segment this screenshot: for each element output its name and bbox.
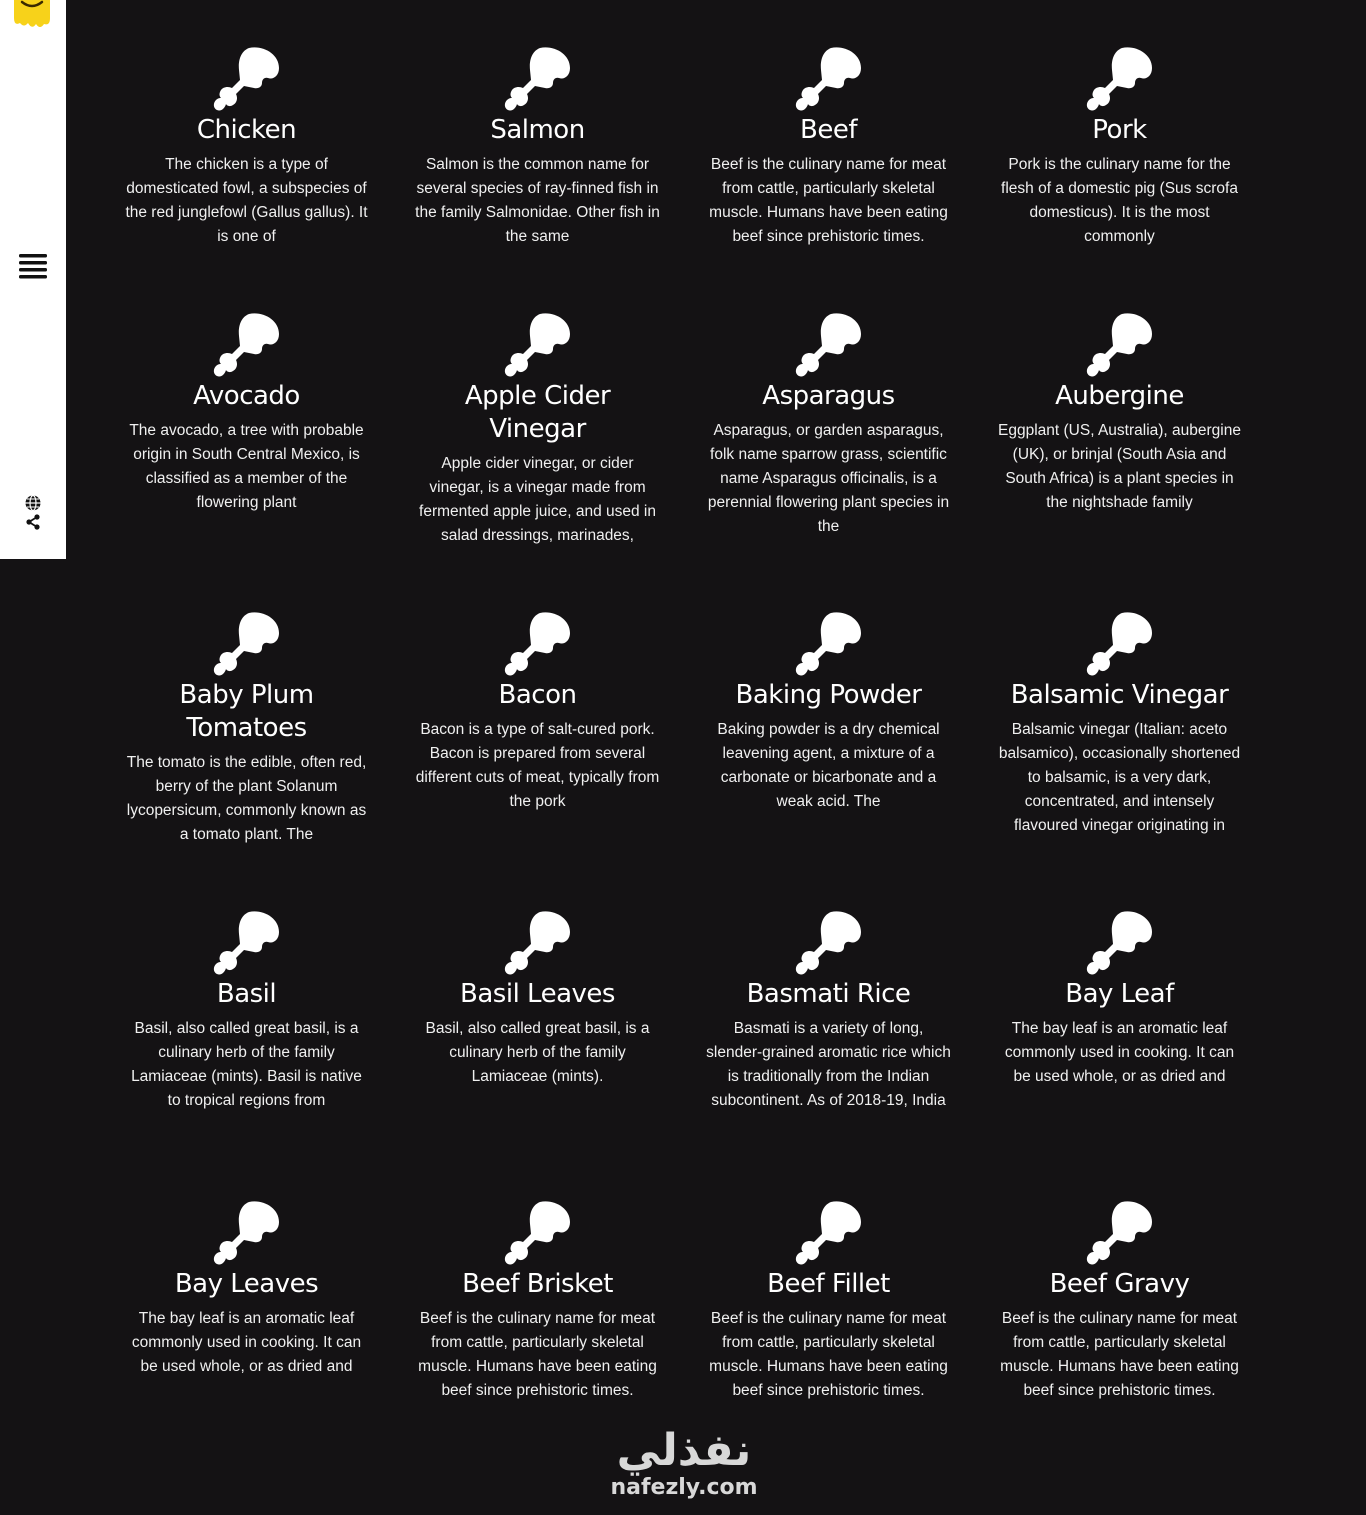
ingredient-description: Apple cider vinegar, or cider vinegar, is a vinegar made from fermented apple juice, and used in salad dressings, marinades, <box>419 455 656 544</box>
drumstick-icon <box>1086 312 1154 380</box>
ingredient-description: Beef is the culinary name for meat from cattle, particularly skeletal muscle. Humans have been eating beef since prehistoric times. <box>709 1310 948 1399</box>
ingredient-card[interactable] <box>101 1200 392 1379</box>
drumstick-icon <box>1086 910 1154 978</box>
nafezly-url: nafezly.com <box>610 1475 758 1500</box>
globe-icon[interactable] <box>23 494 43 512</box>
ingredient-description: Beef is the culinary name for meat from cattle, particularly skeletal muscle. Humans have been eating beef since prehistoric times. <box>418 1310 657 1399</box>
ingredient-description: Pork is the culinary name for the flesh of a domestic pig (Sus scrofa domesticus). It is the most commonly <box>1001 156 1238 245</box>
ingredient-title: Salmon <box>490 115 585 145</box>
drumstick-icon <box>504 312 572 380</box>
share-icon[interactable] <box>25 514 41 530</box>
ingredient-description: The bay leaf is an aromatic leaf commonly used in cooking. It can be used whole, or as dried and <box>1004 1020 1235 1085</box>
sidebar <box>0 0 66 559</box>
ingredient-card[interactable] <box>101 611 392 847</box>
drumstick-icon <box>504 910 572 978</box>
ingredient-title: Basil <box>216 979 277 1009</box>
ingredient-card[interactable] <box>683 46 974 249</box>
ingredient-description: Basil, also called great basil, is a culinary herb of the family Lamiaceae (mints). Basil is native to tropical regions from <box>131 1020 362 1109</box>
drumstick-icon <box>795 46 863 114</box>
ingredient-title: Baby Plum Tomatoes <box>179 680 314 743</box>
drumstick-icon <box>795 910 863 978</box>
ingredient-description: Asparagus, or garden asparagus, folk name sparrow grass, scientific name Asparagus officinalis, is a perennial flowering plant species in the <box>707 422 950 535</box>
ingredient-description: Basil, also called great basil, is a culinary herb of the family Lamiaceae (mints). <box>425 1020 650 1085</box>
drumstick-icon <box>1086 46 1154 114</box>
ingredient-card[interactable] <box>974 611 1265 838</box>
ingredient-title: Beef <box>800 115 857 145</box>
ingredient-description: Eggplant (US, Australia), aubergine (UK), or brinjal (South Asia and South Africa) is a plant species in the nightshade family <box>998 422 1241 511</box>
ingredient-title: Beef Gravy <box>1049 1269 1190 1299</box>
ingredient-card[interactable] <box>392 312 683 548</box>
ingredient-description: The bay leaf is an aromatic leaf commonly used in cooking. It can be used whole, or as dried and <box>131 1310 362 1375</box>
ingredient-title: Chicken <box>196 115 297 145</box>
ingredient-card[interactable] <box>101 46 392 249</box>
ingredient-card[interactable] <box>974 1200 1265 1403</box>
ingredient-description: The chicken is a type of domesticated fowl, a subspecies of the red junglefowl (Gallus gallus). It is one of <box>125 156 368 245</box>
drumstick-icon <box>795 611 863 679</box>
ingredient-card[interactable] <box>683 611 974 814</box>
nafezly-watermark <box>586 1425 782 1515</box>
drumstick-icon <box>504 46 572 114</box>
nafezly-arabic-logo: نفذلي <box>616 1425 752 1476</box>
ingredient-card[interactable] <box>101 910 392 1113</box>
ingredient-title: Pork <box>1092 115 1147 145</box>
ingredient-title: Beef Fillet <box>767 1269 890 1299</box>
ingredient-title: Apple Cider Vinegar <box>464 381 611 444</box>
drumstick-icon <box>213 910 281 978</box>
ingredient-title: Asparagus <box>762 381 895 411</box>
ingredient-description: Salmon is the common name for several species of ray-finned fish in the family Salmonidae. Other fish in the same <box>415 156 660 245</box>
drumstick-icon <box>504 1200 572 1268</box>
drumstick-icon <box>504 611 572 679</box>
ingredient-description: The tomato is the edible, often red, berry of the plant Solanum lycopersicum, commonly known as a tomato plant. The <box>126 754 367 843</box>
ingredient-card[interactable] <box>683 1200 974 1403</box>
ingredient-card[interactable] <box>392 611 683 814</box>
ingredient-card[interactable] <box>392 46 683 249</box>
hamburger-menu-icon[interactable] <box>18 250 48 280</box>
ingredient-description: Beef is the culinary name for meat from cattle, particularly skeletal muscle. Humans have been eating beef since prehistoric times. <box>709 156 948 245</box>
ingredient-card[interactable] <box>392 1200 683 1403</box>
ingredient-description: The avocado, a tree with probable origin in South Central Mexico, is classified as a member of the flowering plant <box>129 422 364 511</box>
ingredient-title: Bay Leaf <box>1065 979 1174 1009</box>
ingredient-description: Basmati is a variety of long, slender-grained aromatic rice which is traditionally from the Indian subcontinent. As of 2018-19, India <box>706 1020 951 1109</box>
ingredient-card[interactable] <box>392 910 683 1089</box>
ingredient-title: Balsamic Vinegar <box>1010 680 1229 710</box>
drumstick-icon <box>213 46 281 114</box>
ingredient-title: Bay Leaves <box>174 1269 319 1299</box>
ingredient-title: Avocado <box>193 381 300 411</box>
ingredient-card[interactable] <box>683 910 974 1113</box>
drumstick-icon <box>795 312 863 380</box>
drumstick-icon <box>795 1200 863 1268</box>
ingredient-description: Baking powder is a dry chemical leavening agent, a mixture of a carbonate or bicarbonate and a weak acid. The <box>717 721 940 810</box>
ingredient-description: Beef is the culinary name for meat from cattle, particularly skeletal muscle. Humans have been eating beef since prehistoric times. <box>1000 1310 1239 1399</box>
ingredient-title: Aubergine <box>1055 381 1184 411</box>
drumstick-icon <box>213 611 281 679</box>
ingredient-card[interactable] <box>974 46 1265 249</box>
drumstick-icon <box>213 312 281 380</box>
ingredient-card[interactable] <box>101 312 392 515</box>
drumstick-icon <box>1086 611 1154 679</box>
ingredient-description: Bacon is a type of salt-cured pork. Bacon is prepared from several different cuts of meat, typically from the pork <box>415 721 660 810</box>
ingredient-title: Baking Powder <box>735 680 922 710</box>
ingredient-card[interactable] <box>974 312 1265 515</box>
smiley-face-logo[interactable] <box>10 0 54 32</box>
ingredient-card[interactable] <box>683 312 974 539</box>
drumstick-icon <box>213 1200 281 1268</box>
ingredient-title: Basmati Rice <box>746 979 911 1009</box>
ingredient-card[interactable] <box>974 910 1265 1089</box>
ingredient-title: Basil Leaves <box>460 979 615 1009</box>
ingredient-title: Beef Brisket <box>462 1269 613 1299</box>
drumstick-icon <box>1086 1200 1154 1268</box>
ingredient-title: Bacon <box>498 680 577 710</box>
ingredient-description: Balsamic vinegar (Italian: aceto balsamico), occasionally shortened to balsamic, is a very dark, concentrated, and intensely flavoured vinegar originating in <box>998 721 1241 834</box>
